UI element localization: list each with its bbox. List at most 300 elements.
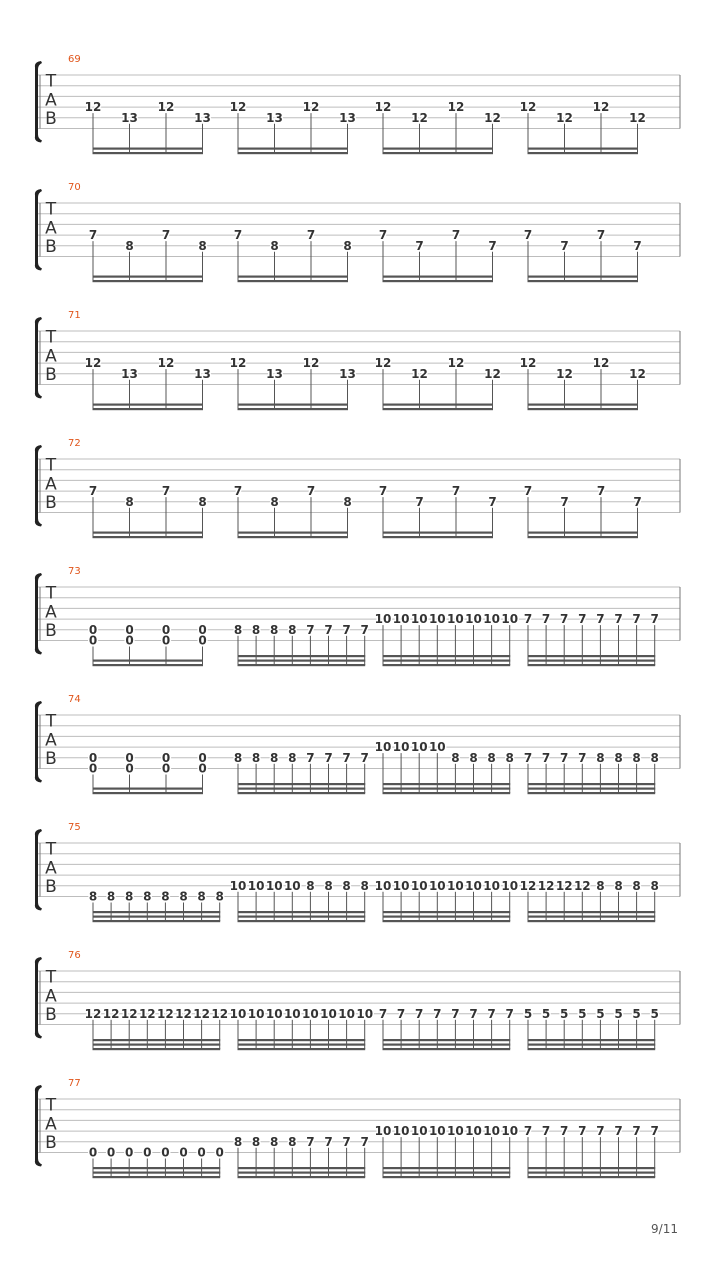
fret-number: 8 — [343, 494, 352, 509]
fret-number: 10 — [320, 1006, 337, 1021]
fret-number: 12 — [302, 356, 320, 371]
tab-clef-t: T — [45, 711, 57, 732]
note-beam — [383, 536, 494, 538]
note-beam — [93, 536, 204, 538]
tab-clef-b: B — [45, 748, 57, 769]
fret-number: 10 — [483, 612, 500, 627]
fret-number: 8 — [198, 238, 207, 253]
measure-number: 77 — [68, 1078, 81, 1089]
fret-number: 8 — [125, 889, 134, 904]
note-beam — [383, 404, 494, 406]
fret-number: 10 — [283, 878, 301, 893]
fret-number: 8 — [270, 750, 279, 765]
fret-number: 13 — [194, 366, 211, 381]
fret-number: 0 — [106, 1145, 116, 1160]
fret-number: 7 — [596, 228, 606, 243]
tab-clef-b: B — [45, 364, 57, 385]
fret-number: 10 — [265, 1006, 283, 1021]
fret-number: 7 — [487, 1006, 496, 1021]
fret-number: 8 — [360, 878, 369, 893]
note-beam — [528, 920, 656, 922]
fret-number: 10 — [447, 1124, 464, 1139]
fret-number: 12 — [519, 356, 537, 371]
fret-number: 7 — [523, 484, 533, 499]
fret-number: 12 — [229, 100, 247, 115]
fret-number: 7 — [415, 238, 424, 253]
fret-number: 8 — [650, 750, 659, 765]
note-beam — [93, 920, 221, 922]
fret-number: 7 — [488, 238, 497, 253]
fret-number: 8 — [343, 238, 352, 253]
fret-number: 7 — [578, 1124, 587, 1139]
fret-number: 10 — [374, 878, 392, 893]
fret-number: 10 — [447, 878, 464, 893]
fret-number: 7 — [378, 1006, 388, 1021]
note-beam — [238, 148, 349, 150]
note-beam — [383, 1048, 511, 1050]
fret-number: 7 — [451, 1006, 460, 1021]
note-beam — [238, 792, 366, 794]
fret-number: 0 — [198, 622, 207, 637]
fret-number: 8 — [161, 889, 170, 904]
fret-number: 12 — [302, 100, 320, 115]
note-beam — [93, 404, 204, 406]
fret-number: 0 — [161, 1145, 170, 1160]
tab-clef-a: A — [45, 730, 57, 751]
fret-number: 5 — [541, 1006, 551, 1021]
fret-number: 10 — [410, 1124, 428, 1139]
fret-number: 12 — [484, 110, 501, 125]
fret-number: 7 — [560, 612, 569, 627]
tab-clef-t: T — [45, 199, 57, 220]
fret-number: 10 — [465, 1124, 482, 1139]
note-beam — [383, 1039, 511, 1041]
fret-number: 7 — [614, 1124, 623, 1139]
fret-number: 0 — [161, 750, 171, 765]
fret-number: 0 — [179, 1145, 188, 1160]
system-bracket — [35, 445, 42, 527]
note-beam — [93, 280, 204, 282]
fret-number: 7 — [541, 750, 551, 765]
fret-number: 12 — [447, 356, 465, 371]
fret-number: 7 — [560, 750, 569, 765]
fret-number: 10 — [465, 612, 482, 627]
fret-number: 12 — [175, 1006, 192, 1021]
fret-number: 7 — [360, 1134, 369, 1149]
fret-number: 12 — [592, 100, 610, 115]
fret-number: 5 — [650, 1006, 659, 1021]
fret-number: 8 — [288, 750, 297, 765]
note-beam — [238, 276, 349, 278]
tab-clef-t: T — [45, 455, 57, 476]
fret-number: 8 — [251, 750, 261, 765]
fret-number: 8 — [469, 750, 478, 765]
tab-clef-a: A — [45, 602, 57, 623]
fret-number: 13 — [194, 110, 211, 125]
tab-clef-t: T — [45, 839, 57, 860]
fret-number: 7 — [396, 1006, 406, 1021]
fret-number: 8 — [251, 1134, 261, 1149]
fret-number: 7 — [306, 750, 315, 765]
fret-number: 0 — [161, 622, 171, 637]
measure-number: 71 — [68, 310, 81, 321]
note-beam — [93, 1172, 221, 1174]
tab-clef-t: T — [45, 1095, 57, 1116]
fret-number: 12 — [84, 100, 102, 115]
fret-number: 12 — [555, 878, 573, 893]
fret-number: 0 — [161, 633, 171, 648]
fret-number: 0 — [125, 1145, 134, 1160]
note-beam — [238, 783, 366, 785]
note-beam — [93, 664, 204, 666]
note-beam — [238, 1039, 366, 1041]
note-beam — [528, 152, 639, 154]
tab-clef-a: A — [45, 90, 57, 111]
fret-number: 10 — [392, 740, 410, 755]
fret-number: 10 — [247, 878, 265, 893]
fret-number: 10 — [374, 612, 392, 627]
fret-number: 7 — [378, 228, 388, 243]
fret-number: 0 — [125, 633, 134, 648]
note-beam — [383, 280, 494, 282]
fret-number: 10 — [483, 1124, 500, 1139]
fret-number: 12 — [84, 1006, 102, 1021]
fret-number: 7 — [306, 484, 316, 499]
note-beam — [93, 276, 204, 278]
tab-clef-t: T — [45, 583, 57, 604]
note-beam — [238, 408, 349, 410]
fret-number: 7 — [306, 228, 316, 243]
system-bracket — [35, 829, 42, 911]
tab-clef-a: A — [45, 474, 57, 495]
note-beam — [93, 152, 204, 154]
fret-number: 8 — [288, 622, 297, 637]
fret-number: 7 — [633, 238, 642, 253]
fret-number: 10 — [392, 878, 410, 893]
note-beam — [528, 1167, 656, 1169]
fret-number: 7 — [596, 484, 606, 499]
tab-clef-b: B — [45, 1132, 57, 1153]
fret-number: 8 — [342, 878, 351, 893]
fret-number: 8 — [306, 878, 315, 893]
note-beam — [383, 1172, 511, 1174]
fret-number: 7 — [469, 1006, 478, 1021]
fret-number: 8 — [125, 494, 134, 509]
note-beam — [238, 1172, 366, 1174]
measure-number: 75 — [68, 822, 81, 833]
fret-number: 8 — [632, 750, 641, 765]
note-beam — [238, 655, 366, 657]
fret-number: 12 — [556, 366, 573, 381]
fret-number: 7 — [578, 612, 587, 627]
note-beam — [528, 792, 656, 794]
fret-number: 12 — [193, 1006, 210, 1021]
fret-number: 0 — [161, 761, 171, 776]
note-beam — [383, 655, 511, 657]
note-beam — [93, 1044, 221, 1046]
measure-number: 70 — [68, 182, 81, 193]
fret-number: 7 — [306, 1134, 315, 1149]
fret-number: 10 — [410, 740, 428, 755]
tab-clef-b: B — [45, 236, 57, 257]
fret-number: 7 — [560, 494, 569, 509]
fret-number: 8 — [179, 889, 188, 904]
fret-number: 12 — [120, 1006, 138, 1021]
fret-number: 7 — [161, 484, 171, 499]
fret-number: 12 — [447, 100, 465, 115]
note-beam — [383, 1167, 511, 1169]
fret-number: 8 — [505, 750, 514, 765]
fret-number: 0 — [88, 633, 98, 648]
fret-number: 7 — [324, 750, 333, 765]
note-beam — [528, 655, 656, 657]
fret-number: 8 — [106, 889, 116, 904]
note-beam — [238, 916, 366, 918]
tab-clef-b: B — [45, 876, 57, 897]
note-beam — [238, 404, 349, 406]
fret-number: 7 — [596, 1124, 605, 1139]
fret-number: 7 — [233, 484, 243, 499]
note-beam — [383, 783, 511, 785]
fret-number: 7 — [433, 1006, 442, 1021]
system-bracket — [35, 317, 42, 399]
fret-number: 0 — [88, 1145, 98, 1160]
fret-number: 7 — [306, 622, 315, 637]
fret-number: 0 — [88, 750, 98, 765]
tab-clef-b: B — [45, 492, 57, 513]
note-beam — [528, 1044, 656, 1046]
fret-number: 13 — [266, 110, 283, 125]
fret-number: 7 — [342, 750, 351, 765]
fret-number: 12 — [519, 100, 537, 115]
fret-number: 8 — [596, 750, 605, 765]
note-beam — [528, 664, 656, 666]
fret-number: 7 — [451, 484, 461, 499]
fret-number: 7 — [324, 1134, 333, 1149]
fret-number: 7 — [505, 1006, 514, 1021]
fret-number: 7 — [88, 484, 98, 499]
fret-number: 13 — [339, 366, 356, 381]
note-beam — [528, 536, 639, 538]
fret-number: 7 — [523, 1124, 533, 1139]
note-beam — [383, 276, 494, 278]
fret-number: 8 — [270, 494, 279, 509]
fret-number: 8 — [233, 622, 243, 637]
note-beam — [528, 783, 656, 785]
measure-number: 73 — [68, 566, 81, 577]
fret-number: 10 — [265, 878, 283, 893]
fret-number: 12 — [84, 356, 102, 371]
fret-number: 7 — [614, 612, 623, 627]
fret-number: 5 — [523, 1006, 533, 1021]
note-beam — [528, 916, 656, 918]
fret-number: 8 — [198, 494, 207, 509]
system-bracket — [35, 189, 42, 271]
note-beam — [238, 664, 366, 666]
fret-number: 10 — [428, 878, 446, 893]
fret-number: 8 — [88, 889, 98, 904]
fret-number: 8 — [143, 889, 152, 904]
measure-number: 72 — [68, 438, 81, 449]
fret-number: 7 — [488, 494, 497, 509]
note-beam — [383, 916, 511, 918]
fret-number: 8 — [270, 622, 279, 637]
fret-number: 0 — [125, 761, 134, 776]
fret-number: 8 — [125, 238, 134, 253]
measure-number: 74 — [68, 694, 81, 705]
fret-number: 10 — [338, 1006, 355, 1021]
tab-clef-a: A — [45, 1114, 57, 1135]
fret-number: 10 — [501, 1124, 519, 1139]
fret-number: 8 — [233, 750, 243, 765]
fret-number: 10 — [501, 878, 519, 893]
note-beam — [383, 792, 511, 794]
note-beam — [528, 1048, 656, 1050]
fret-number: 0 — [88, 761, 98, 776]
fret-number: 8 — [487, 750, 496, 765]
note-beam — [238, 1167, 366, 1169]
fret-number: 10 — [410, 612, 428, 627]
fret-number: 10 — [374, 740, 392, 755]
note-beam — [238, 152, 349, 154]
fret-number: 7 — [541, 1124, 551, 1139]
system-bracket — [35, 701, 42, 783]
tab-clef-a: A — [45, 218, 57, 239]
fret-number: 8 — [650, 878, 659, 893]
fret-number: 10 — [392, 612, 410, 627]
fret-number: 12 — [537, 878, 555, 893]
system-bracket — [35, 957, 42, 1039]
note-beam — [383, 148, 494, 150]
fret-number: 0 — [125, 622, 134, 637]
fret-number: 5 — [578, 1006, 587, 1021]
note-beam — [238, 1048, 366, 1050]
fret-number: 7 — [161, 228, 171, 243]
tab-clef-t: T — [45, 327, 57, 348]
fret-number: 0 — [198, 761, 207, 776]
note-beam — [383, 408, 494, 410]
fret-number: 7 — [650, 612, 659, 627]
fret-number: 8 — [614, 750, 623, 765]
fret-number: 7 — [650, 1124, 659, 1139]
fret-number: 12 — [484, 366, 501, 381]
fret-number: 10 — [465, 878, 482, 893]
fret-number: 7 — [233, 228, 243, 243]
note-beam — [383, 788, 511, 790]
fret-number: 10 — [247, 1006, 265, 1021]
fret-number: 7 — [451, 228, 461, 243]
fret-number: 10 — [229, 878, 247, 893]
fret-number: 0 — [88, 622, 98, 637]
fret-number: 12 — [374, 100, 392, 115]
tab-clef-b: B — [45, 620, 57, 641]
note-beam — [93, 660, 204, 662]
fret-number: 5 — [596, 1006, 605, 1021]
fret-number: 7 — [360, 622, 369, 637]
note-beam — [528, 1176, 656, 1178]
fret-number: 5 — [632, 1006, 641, 1021]
note-beam — [238, 1044, 366, 1046]
note-beam — [383, 911, 511, 913]
note-beam — [238, 1176, 366, 1178]
fret-number: 7 — [415, 1006, 424, 1021]
fret-number: 5 — [614, 1006, 623, 1021]
fret-number: 0 — [215, 1145, 224, 1160]
note-beam — [528, 532, 639, 534]
fret-number: 10 — [283, 1006, 301, 1021]
fret-number: 7 — [360, 750, 369, 765]
fret-number: 12 — [629, 110, 646, 125]
fret-number: 12 — [573, 878, 591, 893]
note-beam — [528, 404, 639, 406]
fret-number: 7 — [523, 612, 533, 627]
note-beam — [238, 911, 366, 913]
fret-number: 12 — [211, 1006, 229, 1021]
note-beam — [528, 1172, 656, 1174]
tab-clef-a: A — [45, 858, 57, 879]
note-beam — [238, 660, 366, 662]
note-beam — [93, 148, 204, 150]
fret-number: 7 — [596, 612, 605, 627]
fret-number: 7 — [88, 228, 98, 243]
fret-number: 12 — [157, 356, 175, 371]
note-beam — [528, 408, 639, 410]
fret-number: 10 — [392, 1124, 410, 1139]
fret-number: 12 — [519, 878, 537, 893]
tab-clef-b: B — [45, 1004, 57, 1025]
fret-number: 12 — [411, 110, 428, 125]
fret-number: 13 — [121, 110, 138, 125]
fret-number: 7 — [541, 612, 551, 627]
note-beam — [383, 660, 511, 662]
note-beam — [528, 788, 656, 790]
note-beam — [383, 1176, 511, 1178]
tab-clef-b: B — [45, 108, 57, 129]
note-beam — [383, 664, 511, 666]
fret-number: 7 — [523, 750, 533, 765]
note-beam — [238, 536, 349, 538]
system-bracket — [35, 573, 42, 655]
fret-number: 10 — [483, 878, 500, 893]
fret-number: 10 — [428, 1124, 446, 1139]
note-beam — [383, 1044, 511, 1046]
note-beam — [93, 916, 221, 918]
fret-number: 8 — [614, 878, 623, 893]
fret-number: 7 — [578, 750, 587, 765]
fret-number: 10 — [447, 612, 464, 627]
fret-number: 12 — [556, 110, 573, 125]
note-beam — [93, 1048, 221, 1050]
system-bracket — [35, 1085, 42, 1167]
fret-number: 8 — [215, 889, 224, 904]
fret-number: 12 — [157, 1006, 174, 1021]
fret-number: 13 — [121, 366, 138, 381]
tab-clef-a: A — [45, 986, 57, 1007]
fret-number: 0 — [143, 1145, 152, 1160]
note-beam — [528, 911, 656, 913]
fret-number: 10 — [428, 740, 446, 755]
note-beam — [93, 788, 204, 790]
fret-number: 10 — [501, 612, 519, 627]
fret-number: 8 — [251, 622, 261, 637]
fret-number: 12 — [229, 356, 247, 371]
fret-number: 10 — [229, 1006, 247, 1021]
note-beam — [93, 408, 204, 410]
fret-number: 0 — [198, 633, 207, 648]
fret-number: 8 — [270, 1134, 279, 1149]
note-beam — [93, 1167, 221, 1169]
note-beam — [528, 148, 639, 150]
